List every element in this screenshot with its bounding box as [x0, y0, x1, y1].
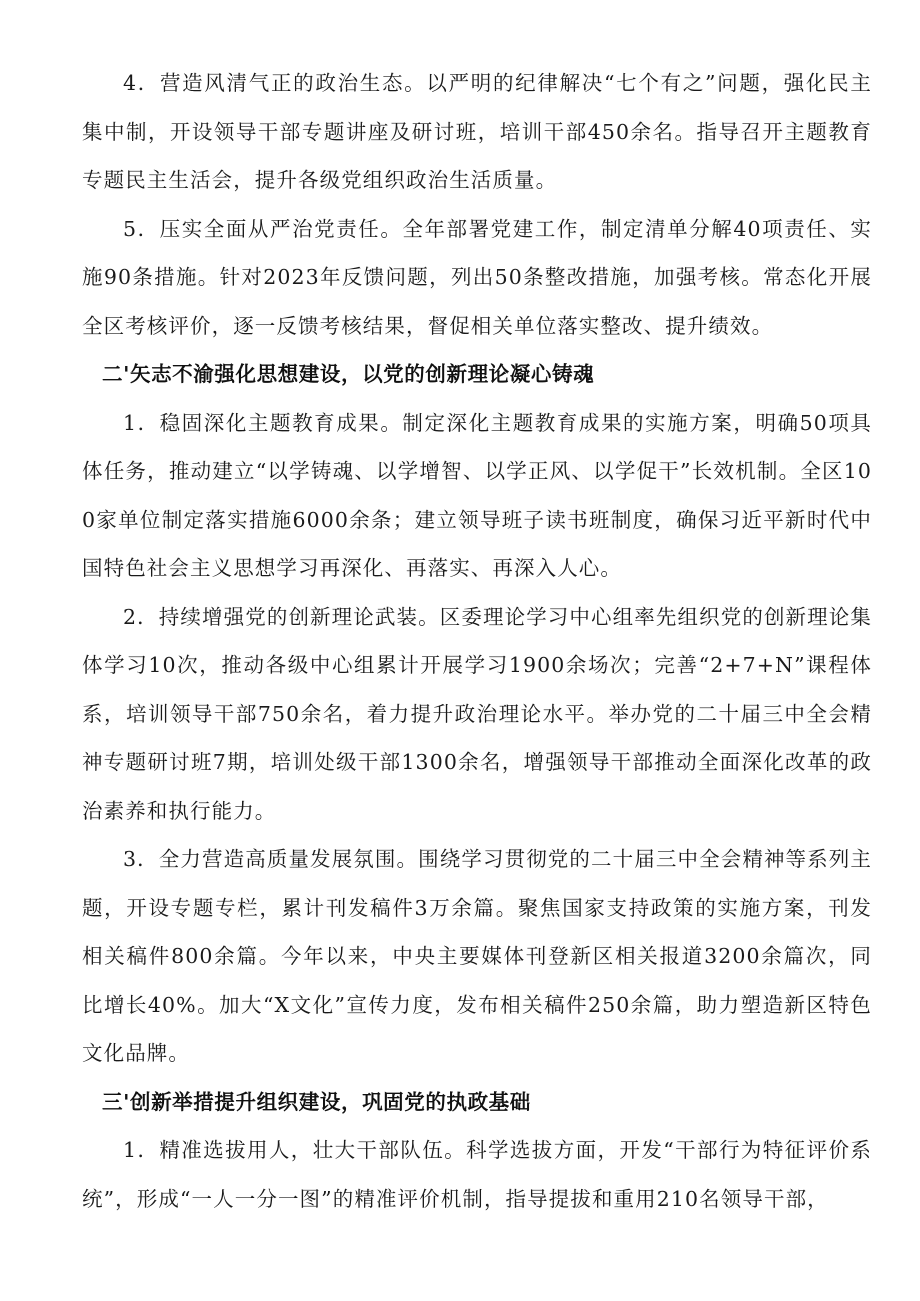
paragraph-section2-item-1: 1．稳固深化主题教育成果。制定深化主题教育成果的实施方案，明确50项具体任务，推动建立“以学铸魂、以学增智、以学正风、以学促干”长效机制。全区100家单位制定落实措施6000余条；建立领导班子读书班制度，确保习近平新时代中国特色社会主义思想学习再深化、再落实、再深入人心。	[82, 410, 872, 580]
paragraph-section2-item-3: 3．全力营造高质量发展氛围。围绕学习贯彻党的二十届三中全会精神等系列主题，开设专题专栏，累计刊发稿件3万余篇。聚焦国家支持政策的实施方案，刊发相关稿件800余篇。今年以来，中央主要媒体刊登新区相关报道3200余篇次，同比增长40%。加大“X文化”宣传力度，发布相关稿件250余篇，助力塑造新区特色文化品牌。	[82, 847, 872, 1065]
paragraph-item-4: 4．营造风清气正的政治生态。以严明的纪律解决“七个有之”问题，强化民主集中制，开设领导干部专题讲座及研讨班，培训干部450余名。指导召开主题教育专题民主生活会，提升各级党组织政治生活质量。	[82, 71, 872, 192]
section-heading-2: 二'矢志不渝强化思想建设，以党的创新理论凝心铸魂	[102, 362, 595, 386]
document-body	[82, 59, 872, 1223]
section-heading-3: 三'创新举措提升组织建设，巩固党的执政基础	[102, 1089, 531, 1114]
paragraph-section2-item-2: 2．持续增强党的创新理论武装。区委理论学习中心组率先组织党的创新理论集体学习10次，推动各级中心组累计开展学习1900余场次；完善“2+7+N”课程体系，培训领导干部750余名，着力提升政治理论水平。举办党的二十届三中全会精神专题研讨班7期，培训处级干部1300余名，增强领导干部推动全面深化改革的政治素养和执行能力。	[82, 604, 872, 823]
paragraph-item-5: 5．压实全面从严治党责任。全年部署党建工作，制定清单分解40项责任、实施90条措施。针对2023年反馈问题，列出50条整改措施，加强考核。常态化开展全区考核评价，逐一反馈考核结果，督促相关单位落实整改、提升绩效。	[82, 216, 872, 338]
paragraph-section3-item-1: 1．精准选拔用人，壮大干部队伍。科学选拔方面，开发“干部行为特征评价系统”，形成“一人一分一图”的精准评价机制，指导提拔和重用210名领导干部，	[82, 1138, 872, 1211]
